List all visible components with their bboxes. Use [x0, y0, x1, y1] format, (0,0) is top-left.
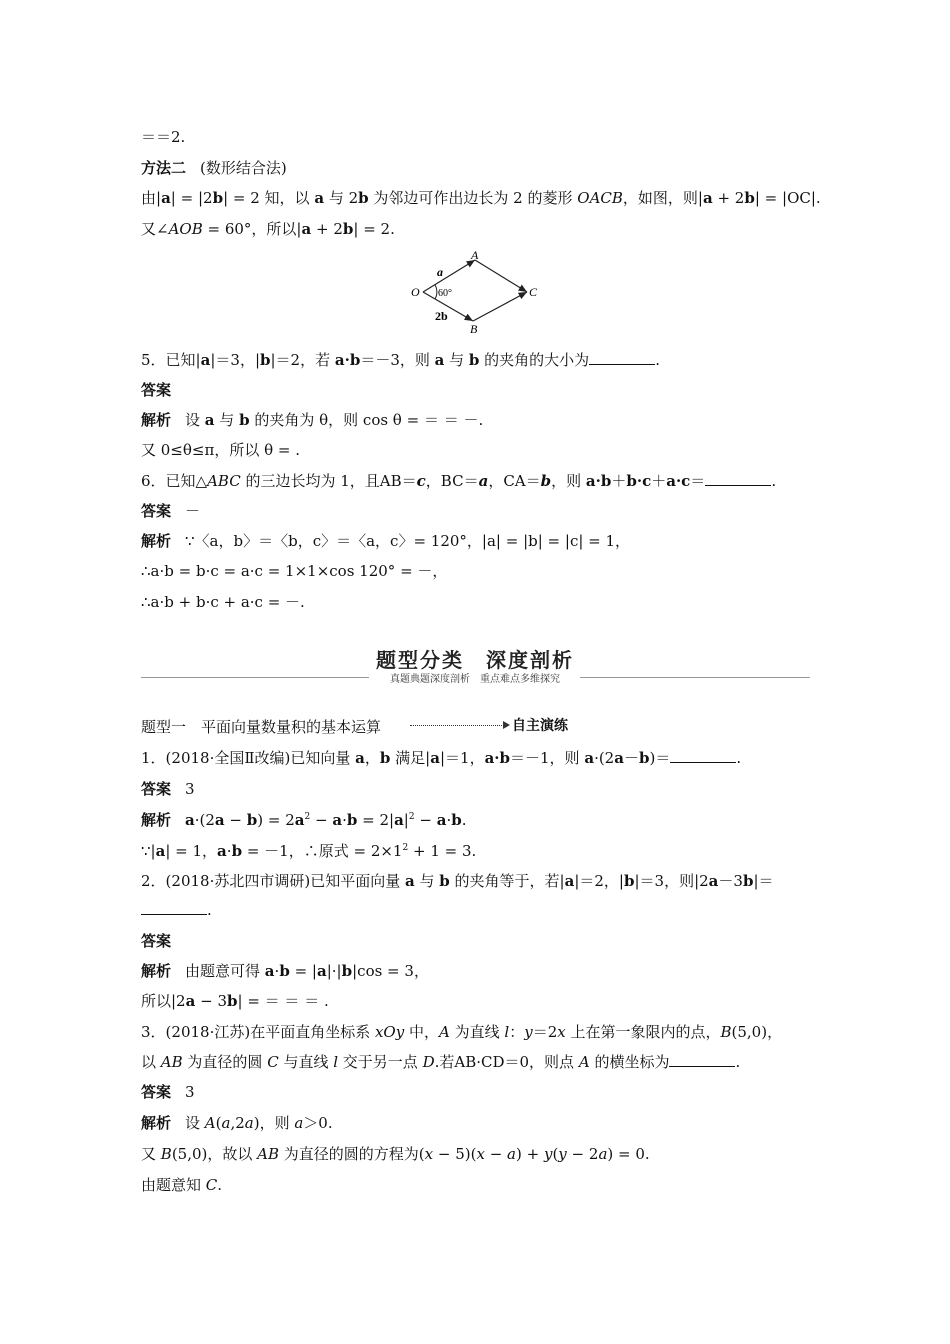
p2-stem-continued: .: [141, 899, 212, 921]
q6-answer: －: [185, 502, 201, 520]
label-B: B: [470, 322, 478, 336]
p3-stem-2: 以 AB 为直径的圆 C 与直线 l 交于另一点 D.若AB·CD＝0，则点 A 的横坐标为 .: [141, 1053, 741, 1071]
q5-analysis-label: 解析: [141, 411, 172, 429]
p1-analysis-line-2: ∵|a| = 1，a·b = －1，∴原式 = $2\times 1^2 + 1 = 3$.: [141, 842, 477, 860]
q6-answer-blank[interactable]: [705, 471, 771, 486]
p1-answer-line: [141, 778, 195, 800]
type1-arrowhead: [503, 721, 510, 729]
p3-analysis-line-3: 由题意知 C.: [141, 1176, 223, 1194]
intro-line-3: 由|a| = |2b| = 2 知，以 a 与 2b 为邻边可作出边长为 2 的菱形 OACB，如图，则|a + 2b| = |OC|.: [141, 189, 821, 207]
q5-stem: 5．已知|a|＝3，|b|＝2，若 a·b＝－3，则 a 与 b 的夹角的大小为 .: [141, 351, 660, 369]
section-subtitle: 真题典题深度剖析 重点难点多维探究: [390, 674, 560, 685]
section-title: 题型分类 深度剖析: [376, 648, 574, 672]
label-C: C: [529, 285, 538, 299]
label-A: A: [471, 248, 479, 262]
q5-answer-blank[interactable]: [589, 350, 655, 365]
p2-stem: 2．(2018·苏北四市调研)已知平面向量 a 与 b 的夹角等于，若|a|＝2，|b|＝3，则|2a－3b|＝: [141, 872, 774, 890]
method-two-line: [141, 157, 287, 179]
section-rule-right: [580, 677, 810, 678]
p1-answer-blank[interactable]: [670, 748, 736, 763]
rhombus-figure: [405, 248, 545, 336]
p1-stem: 1．(2018·全国Ⅱ改编)已知向量 a，b 满足|a|＝1，a·b＝－1，则 a·(2a－b)＝ .: [141, 749, 742, 767]
p2-answer-line: [141, 930, 171, 952]
q6-analysis-line-2: ∴a·b = b·c = a·c = 1×1×cos 120° = －，: [141, 562, 448, 580]
q5-answer-label: 答案: [141, 381, 172, 399]
p2-analysis-line-1: 解析 由题意可得 a·b = |a|·|b|cos = 3，: [141, 962, 429, 980]
p3-analysis-line-1: 解析 设 A(a,2a)，则 a＞0.: [141, 1114, 333, 1132]
q6-stem: 6．已知△ABC 的三边长均为 1，且AB＝c，BC＝a，CA＝b，则 a·b＋b·c＋a·c＝ .: [141, 472, 777, 490]
q6-analysis-label: 解析: [141, 532, 172, 550]
label-O: O: [411, 285, 420, 299]
p3-answer-line: [141, 1081, 195, 1103]
q5-analysis-line-1: 解析 设 a 与 b 的夹角为 θ，则 cos θ = ＝ ＝ －.: [141, 411, 484, 429]
method-desc: (数形结合法): [200, 159, 287, 177]
intro-line-1: ＝＝2.: [141, 128, 186, 146]
q5-answer-line: [141, 379, 171, 401]
p1-answer-label: 答案: [141, 780, 172, 798]
q6-analysis-line-1: 解析 ∵〈a，b〉＝〈b，c〉＝〈a，c〉= 120°，|a| = |b| = |c| = 1，: [141, 532, 631, 550]
q6-answer-label: 答案: [141, 502, 172, 520]
label-vector-2b: 2b: [435, 309, 448, 323]
p1-answer: 3: [185, 780, 195, 798]
edge-ac-arrow: [475, 260, 527, 292]
q6-answer-line: [141, 500, 200, 522]
p2-answer-blank[interactable]: [141, 900, 207, 915]
edge-bc-arrow: [473, 292, 527, 321]
p3-answer: 3: [185, 1083, 195, 1101]
p3-answer-blank[interactable]: [669, 1052, 735, 1067]
type1-dotted-line: [410, 725, 506, 726]
label-angle: 60°: [438, 288, 452, 299]
q6-analysis-line-3: ∴a·b + b·c + a·c = －.: [141, 593, 305, 611]
p3-analysis-line-2: 又 B(5,0)，故以 AB 为直径的圆的方程为(x − 5)(x − a) + y(y − 2a) = 0.: [141, 1145, 650, 1163]
label-vector-a: a: [437, 265, 443, 279]
angle-arc: [435, 285, 437, 299]
intro-line-4: 又∠AOB = 60°，所以|a + 2b| = 2.: [141, 220, 395, 238]
type1-tag: 自主演练: [512, 718, 568, 734]
p3-stem-1: 3．(2018·江苏)在平面直角坐标系 xOy 中，A 为直线 l：y＝2x 上在第一象限内的点，B(5,0)，: [141, 1023, 783, 1041]
p3-answer-label: 答案: [141, 1083, 172, 1101]
p2-answer-label: 答案: [141, 932, 172, 950]
p2-analysis-line-2: 所以|2a − 3b| = ＝ ＝ ＝ .: [141, 992, 329, 1010]
p1-analysis-line-1: 解析 $a\cdot(2a - b) = 2a^2 - a\cdot b = 2|a|^2 - a\cdot b$.: [141, 811, 467, 829]
p1-analysis-label: 解析: [141, 811, 172, 829]
method-title: 方法二: [141, 159, 187, 177]
p3-analysis-label: 解析: [141, 1114, 172, 1132]
p2-analysis-label: 解析: [141, 962, 172, 980]
q5-analysis-line-2: 又 0≤θ≤π，所以 θ = .: [141, 441, 301, 459]
type1-title: 题型一 平面向量数量积的基本运算: [141, 718, 382, 736]
